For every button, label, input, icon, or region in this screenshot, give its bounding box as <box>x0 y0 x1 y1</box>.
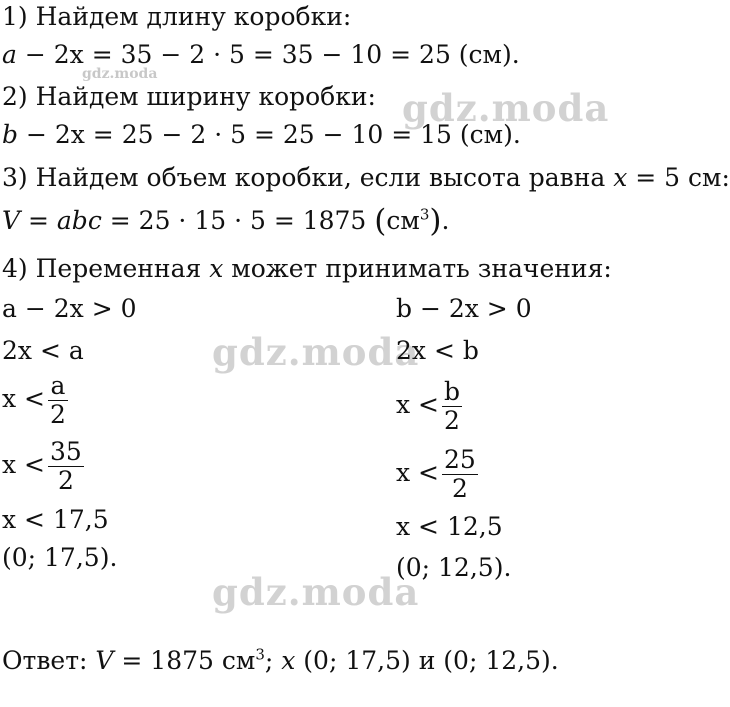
answer-var: V <box>95 646 114 675</box>
right-ineq4-lhs: x < <box>396 458 439 487</box>
right-ineq2: 2x < b <box>396 336 479 365</box>
step1-var: a <box>2 40 17 69</box>
paren-open: ( <box>374 203 387 239</box>
step2-var: b <box>2 120 19 149</box>
left-ineq3-den: 2 <box>50 400 66 429</box>
paren-close: ) <box>429 203 442 239</box>
step2-heading: 2) Найдем ширину коробки: <box>2 82 376 111</box>
volume-exp: 3 <box>419 205 430 224</box>
right-ineq3-den: 2 <box>444 406 460 435</box>
left-ineq4-den: 2 <box>57 466 74 495</box>
right-ineq1: b − 2x > 0 <box>396 294 532 323</box>
right-ineq4-den: 2 <box>451 474 468 503</box>
right-ineq3-lhs: x < <box>396 390 439 419</box>
step1-formula-rest: − 2x = 35 − 2 · 5 = 35 − 10 = 25 (см). <box>16 40 520 69</box>
step2-formula-rest: − 2x = 25 − 2 · 5 = 25 − 10 = 15 (см). <box>18 120 521 149</box>
answer-mid: ; <box>264 646 282 675</box>
watermark-small: gdz.moda <box>82 66 158 82</box>
left-ineq4-fraction <box>48 438 84 495</box>
step1-formula <box>2 40 520 70</box>
step3-heading-suffix: = 5 см: <box>627 163 730 192</box>
left-ineq3-num: a <box>48 372 68 401</box>
step3-heading-prefix: 3) Найдем объем коробки, если высота равна <box>2 163 614 192</box>
step4-heading-prefix: 4) Переменная <box>2 254 210 283</box>
left-ineq3-lhs: x < <box>2 384 45 413</box>
step3-volume-formula <box>2 203 450 239</box>
volume-calc: = 25 · 15 · 5 = 1875 <box>101 206 375 235</box>
right-ineq4-fraction <box>442 446 478 503</box>
step3-heading <box>2 163 730 193</box>
right-ineq4 <box>396 446 478 503</box>
right-ineq3 <box>396 378 462 435</box>
watermark-bottom: gdz.moda <box>212 570 420 614</box>
left-ineq3-fraction <box>48 372 68 429</box>
answer-x-var: x <box>281 646 296 675</box>
right-ineq4-num: 25 <box>444 445 476 474</box>
step3-heading-var: x <box>613 163 628 192</box>
volume-abc: abc <box>56 206 102 235</box>
watermark-top: gdz.moda <box>402 86 610 130</box>
step2-formula <box>2 120 521 150</box>
right-ineq3-fraction <box>442 378 462 435</box>
answer-line <box>2 646 559 676</box>
left-ineq4 <box>2 438 84 495</box>
volume-end: . <box>441 206 450 235</box>
answer-prefix: Ответ: <box>2 646 96 675</box>
answer-exp: 3 <box>255 645 265 664</box>
left-ineq4-num: 35 <box>50 437 82 466</box>
volume-var: V <box>2 206 21 235</box>
left-interval: (0; 17,5). <box>2 543 118 572</box>
left-ineq2: 2x < a <box>2 336 84 365</box>
right-ineq5: x < 12,5 <box>396 512 503 541</box>
left-ineq4-lhs: x < <box>2 450 45 479</box>
answer-tail: (0; 17,5) и (0; 12,5). <box>295 646 559 675</box>
step1-heading: 1) Найдем длину коробки: <box>2 2 352 31</box>
left-ineq1: a − 2x > 0 <box>2 294 137 323</box>
right-ineq3-num: b <box>444 377 461 406</box>
step4-heading-var: x <box>209 254 224 283</box>
volume-eq: = <box>20 206 57 235</box>
answer-eq: = 1875 см <box>113 646 256 675</box>
watermark-middle: gdz.moda <box>212 330 420 374</box>
volume-unit: см <box>386 206 420 235</box>
left-ineq5: x < 17,5 <box>2 505 109 534</box>
step4-heading <box>2 254 612 284</box>
step4-heading-suffix: может принимать значения: <box>223 254 612 283</box>
right-interval: (0; 12,5). <box>396 553 512 582</box>
left-ineq3 <box>2 372 68 429</box>
